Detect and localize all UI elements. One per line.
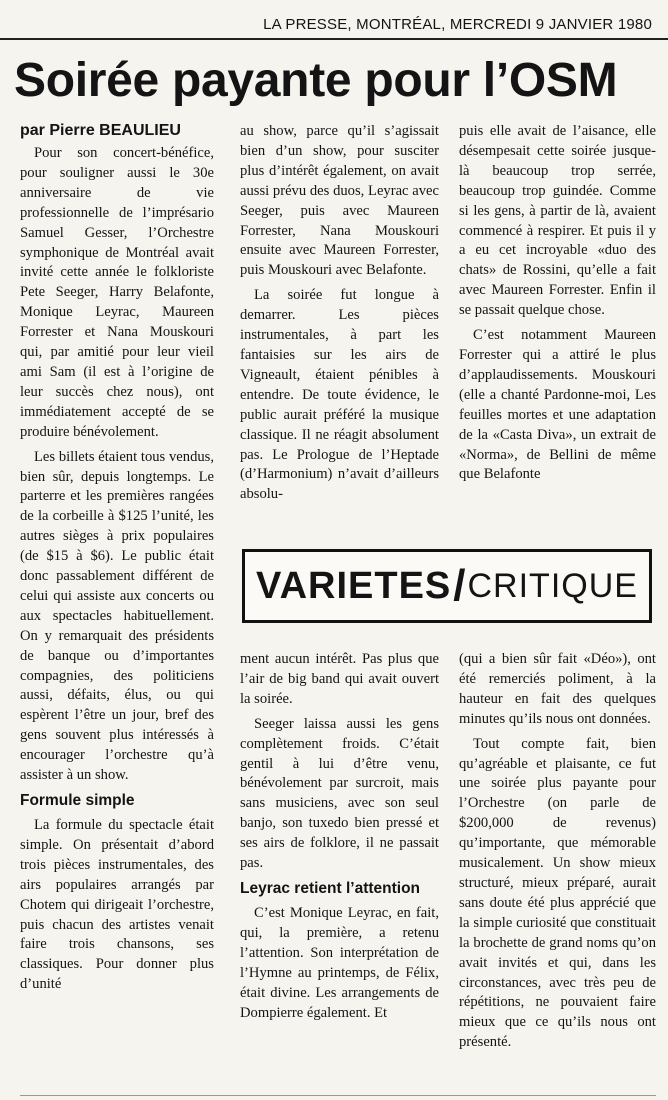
paragraph: Seeger laissa aussi les gens complètement froids. C’était gentil à lui d’être venu, bénévolement par surcroit, mais sans musiciens, avec son seul banjo, son tuxedo bien pressé et ses airs de folklore, il ne passait pas. [240, 715, 439, 872]
article-column-2-top [240, 122, 439, 505]
masthead: LA PRESSE, MONTRÉAL, MERCREDI 9 JANVIER 1980 [263, 16, 652, 33]
article-column-2-bottom [240, 650, 439, 1023]
rubric-slash: / [453, 561, 466, 610]
rubric-varietes: VARIETES [256, 564, 452, 607]
subhead-formule-simple: Formule simple [20, 792, 135, 809]
paragraph: Pour son concert-bénéfice, pour souligner aussi le 30e anniversaire de vie professionnelle de l’imprésario Samuel Gesser, l’Orchestre symphonique de Montréal avait invité cette année le folkloriste Pete Seeger, Harry Belafonte, Monique Leyrac, Maureen Forrester et Nana Mouskouri qui, par amitié pour leur vieil ami Sam (il est à l’origine de leur succès chez nous), ont immédiatement accepté de se produire bénévolement. [20, 145, 214, 440]
article-column-1 [20, 122, 214, 995]
rubric-critique: CRITIQUE [467, 566, 638, 605]
bottom-rule [20, 1095, 656, 1096]
paragraph: au show, parce qu’il s’agissait bien d’un show, pour susciter plus d’intérêt également, on avait aussi prévu des duos, Leyrac avec Seeger, puis avec Maureen Forrester, Nana Mouskouri ensuite avec Maureen Forrester, puis Mouskouri avec Belafonte. [240, 123, 439, 279]
paragraph: Les billets étaient tous vendus, bien sûr, depuis longtemps. Le parterre et les premières rangées de la corbeille à $125 l’unité, les autres sièges à prix populaires (de $15 à $6). Le public était donc passablement différent de celui qui assiste aux concerts ou aux spectacles habituellement. On y remarquait des présidents de banque ou d’importantes compagnies, des politiciens aussi, défaits, élus, ou qui espèrent l’être un jour, bref des gens souvent plus intéressés à encourager l’orchestre qu’à assister à un show. [20, 448, 214, 784]
paragraph: La soirée fut longue à demarrer. Les pièces instrumentales, à part les fantaisies sur les airs de Vigneault, étaient pénibles à entendre. De toute évidence, le public aurait préféré la musique classique. Il ne réagit absolument pas. Le Prologue de l’Heptade (d’Harmonium) n’avait d’ailleurs absolu- [240, 287, 439, 503]
paragraph: C’est notamment Maureen Forrester qui a attiré le plus d’applaudissements. Mouskouri (elle a chanté Pardonne-moi, Les feuilles mortes et une adaptation de la «Casta Diva», un extrait de «Norma», de Bellini de même que Belafonte [459, 327, 656, 483]
masthead-rule [0, 38, 668, 40]
subhead-leyrac: Leyrac retient l’attention [240, 879, 421, 897]
paragraph: puis elle avait de l’aisance, elle désempesait cette soirée jusque-là beaucoup trop serrée, beaucoup trop guindée. Comme si les gens, à partir de là, avaient commencé à respirer. Et puis il y a eu cet incroyable «duo des chats» de Rossini, qu’elle a fait avec Maureen Forrester. Enfin il se passait quelque chose. [459, 123, 656, 319]
paragraph: La formule du spectacle était simple. On présentait d’abord trois pièces instrumentales, des airs populaires arrangés par Chotem qui dirigeait l’orchestre, puis chacun des artistes venait faire trois chansons, ses classiques. Pour donner plus d’unité [20, 817, 214, 993]
article-column-3-bottom [459, 650, 656, 1053]
byline: par Pierre BEAULIEU [20, 122, 181, 139]
headline: Soirée payante pour l’OSM [14, 54, 618, 107]
article-column-3-top [459, 122, 656, 485]
paragraph: C’est Monique Leyrac, en fait, qui, la première, a retenu l’attention. Son interprétation de l’Hymne au printemps, de Félix, était divine. Les arrangements de Dompierre également. Et [240, 904, 439, 1021]
section-rubric-box [242, 549, 652, 623]
paragraph: (qui a bien sûr fait «Déo»), ont été remerciés poliment, à la hauteur en fait des quelques minutes qu’ils nous ont données. [459, 651, 656, 727]
paragraph: ment aucun intérêt. Pas plus que l’air de big band qui avait ouvert la soirée. [240, 651, 439, 707]
paragraph: Tout compte fait, bien qu’agréable et plaisante, ce fut une soirée plus payante pour l’Orchestre (on parle de $200,000 de revenus) qu’importante, que mémorable musicalement. Un show mieux structuré, mieux préparé, aurait sans doute été plus apprécié que la simple curiosité que constituait la brochette de grand noms qu’on avait invités et qui, dans les circonstances, avec très peu de répétitions, ne pouvaient faire mieux que ce qu’ils nous ont présenté. [459, 735, 656, 1051]
